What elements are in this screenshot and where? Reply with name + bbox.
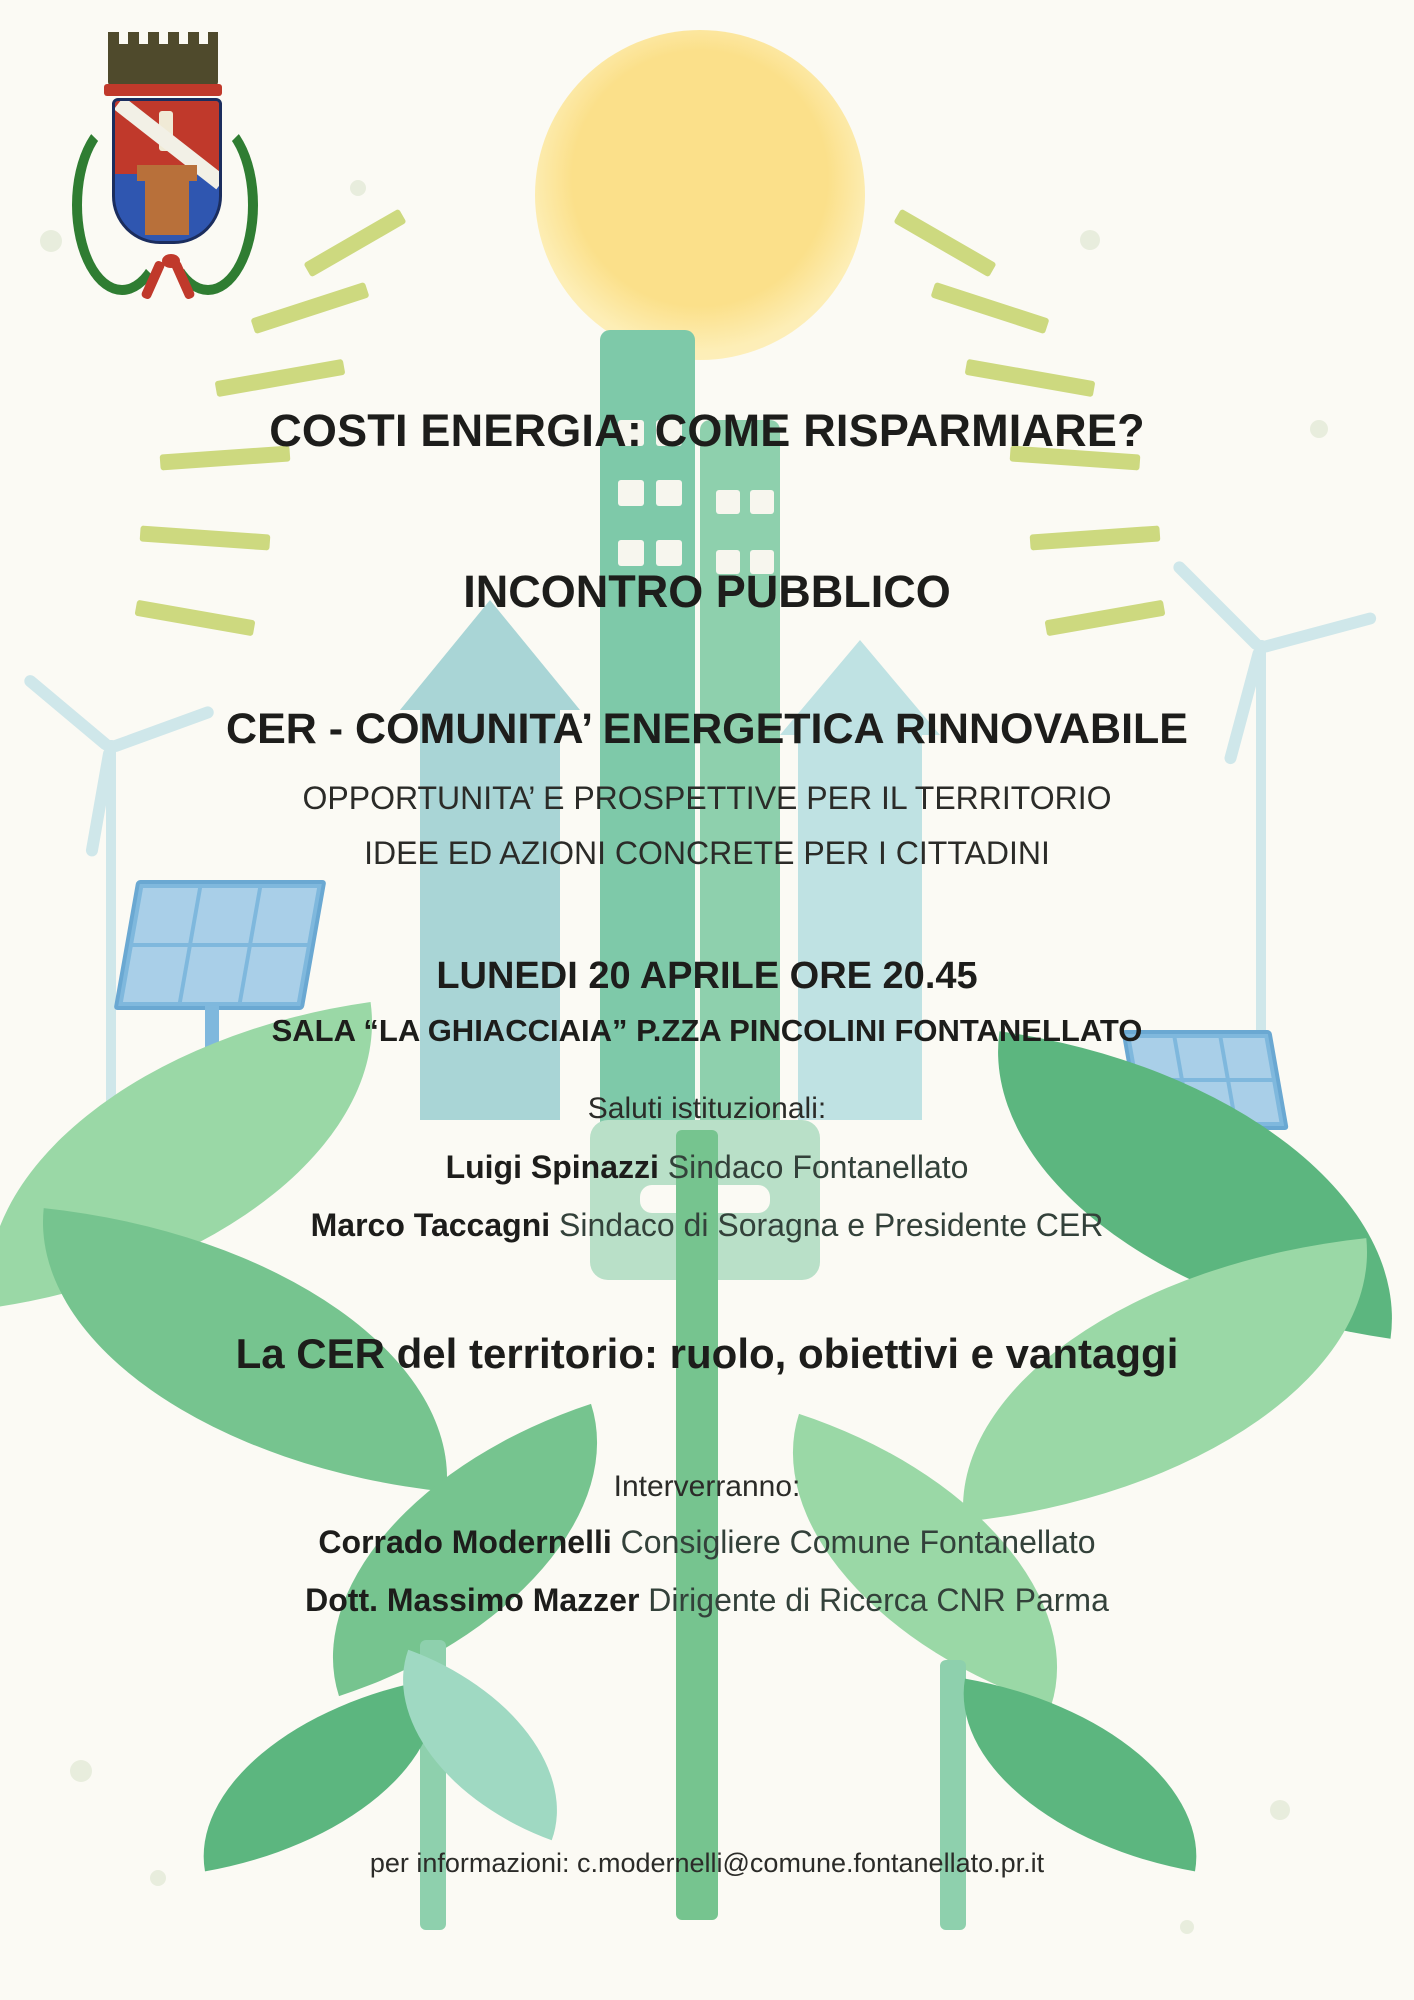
- event-datetime: LUNEDI 20 APRILE ORE 20.45: [436, 955, 978, 997]
- greeting-person-2-name: Marco Taccagni: [310, 1207, 551, 1243]
- event-venue: SALA “LA GHIACCIAIA” P.ZZA PINCOLINI FONTANELLATO: [271, 1013, 1143, 1048]
- greeting-person-2: [0, 1208, 1414, 1244]
- topic-subline-2: IDEE ED AZIONI CONCRETE PER I CITTADINI: [364, 835, 1050, 871]
- speaker-2-role: Dirigente di Ricerca CNR Parma: [648, 1582, 1109, 1618]
- speaker-1: [0, 1525, 1414, 1561]
- speakers-label: Interverranno:: [613, 1470, 801, 1503]
- greeting-person-1: [0, 1150, 1414, 1186]
- greeting-person-1-role: Sindaco Fontanellato: [667, 1149, 969, 1185]
- topic-heading: CER - COMUNITA’ ENERGETICA RINNOVABILE: [226, 705, 1188, 753]
- talk-title: La CER del territorio: ruolo, obiettivi e vantaggi: [235, 1330, 1179, 1377]
- contact-info: per informazioni: c.modernelli@comune.fontanellato.pr.it: [369, 1848, 1045, 1878]
- greeting-person-1-name: Luigi Spinazzi: [445, 1149, 659, 1185]
- speaker-1-name: Corrado Modernelli: [318, 1524, 612, 1560]
- speaker-1-role: Consigliere Comune Fontanellato: [620, 1524, 1096, 1560]
- greetings-label: Saluti istituzionali:: [587, 1092, 827, 1125]
- speaker-2-name: Dott. Massimo Mazzer: [305, 1582, 640, 1618]
- event-type-heading: INCONTRO PUBBLICO: [463, 566, 951, 617]
- page-title: COSTI ENERGIA: COME RISPARMIARE?: [269, 405, 1145, 456]
- greeting-person-2-role: Sindaco di Soragna e Presidente CER: [559, 1207, 1104, 1243]
- topic-subline-1: OPPORTUNITA’ E PROSPETTIVE PER IL TERRITORIO: [302, 780, 1112, 816]
- speaker-2: [0, 1583, 1414, 1619]
